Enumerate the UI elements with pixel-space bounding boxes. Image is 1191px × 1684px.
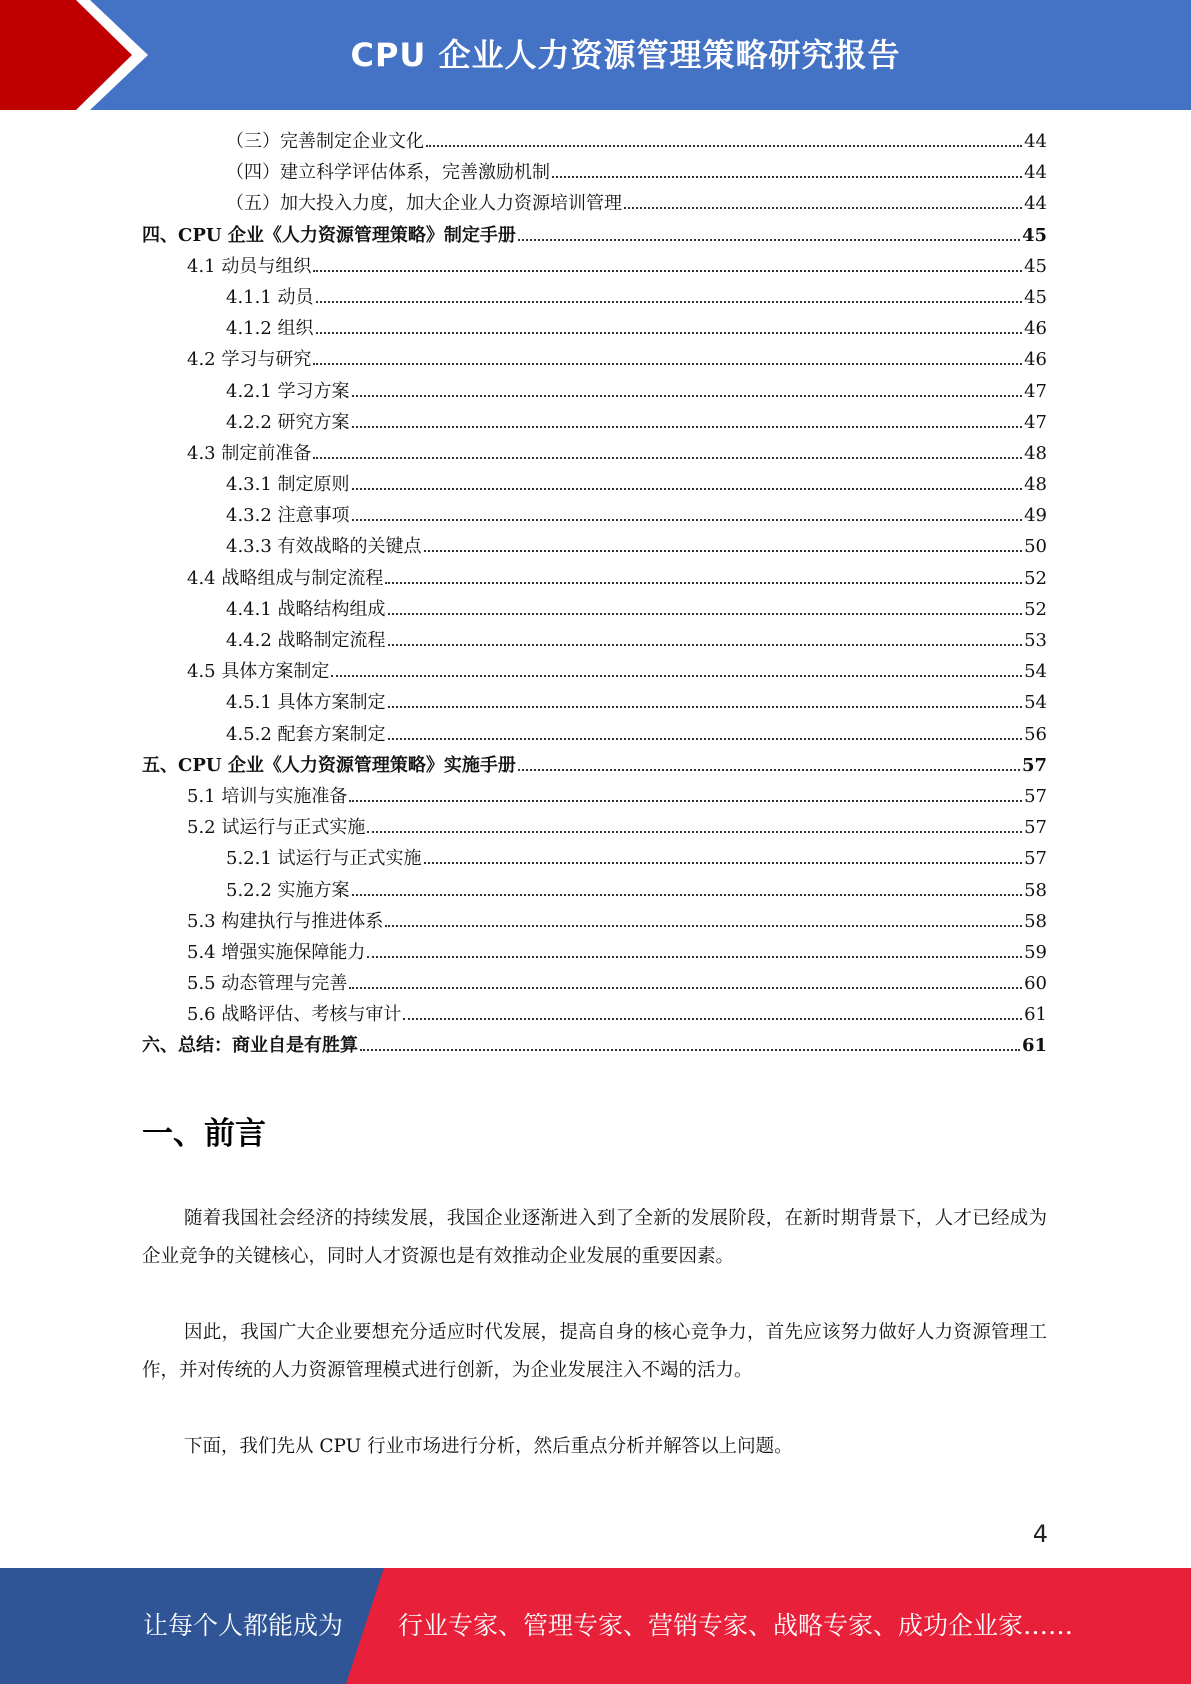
toc-entry-page: 61 [1024, 1004, 1047, 1026]
toc-entry-title: 4.4.1 战略结构组成 [226, 598, 386, 620]
toc-entry-page: 52 [1024, 567, 1047, 589]
toc-entry-title: 4.2.1 学习方案 [226, 380, 350, 402]
toc-entry-page: 54 [1024, 661, 1047, 683]
paragraph: 随着我国社会经济的持续发展，我国企业逐渐进入到了全新的发展阶段，在新时期背景下，人才已经成为企业竞争的关键核心，同时人才资源也是有效推动企业发展的重要因素。 [142, 1208, 1047, 1267]
toc-dot-leader [518, 239, 1020, 241]
toc-entry-title: （四）建立科学评估体系，完善激励机制 [226, 162, 550, 184]
toc-entry-title: 五、CPU 企业《人力资源管理策略》实施手册 [142, 754, 516, 776]
toc-entry[interactable] [142, 314, 1047, 345]
toc-dot-leader [360, 1049, 1020, 1051]
section-body [142, 1200, 1047, 1504]
toc-entry-page: 47 [1024, 411, 1047, 433]
toc-entry-page: 58 [1024, 879, 1047, 901]
footer-slogan-right: 行业专家、管理专家、营销专家、战略专家、成功企业家…… [398, 1611, 1074, 1640]
toc-entry[interactable] [142, 876, 1047, 907]
toc-entry-title: 4.3.1 制定原则 [226, 474, 350, 496]
toc-entry-page: 46 [1024, 349, 1047, 371]
toc-dot-leader [352, 894, 1023, 896]
toc-entry-title: 4.3.3 有效战略的关键点 [226, 536, 422, 558]
toc-dot-leader [426, 145, 1022, 147]
toc-entry-title: 5.2.1 试运行与正式实施 [226, 848, 422, 870]
toc-entry[interactable] [142, 938, 1047, 969]
toc-entry[interactable] [142, 189, 1047, 220]
toc-entry[interactable] [142, 1000, 1047, 1031]
toc-entry[interactable] [142, 626, 1047, 657]
toc-entry-page: 57 [1024, 848, 1047, 870]
toc-entry-page: 61 [1021, 1035, 1047, 1057]
toc-entry-title: 四、CPU 企业《人力资源管理策略》制定手册 [142, 224, 516, 246]
toc-entry-title: 5.4 增强实施保障能力 [187, 941, 366, 963]
toc-dot-leader [518, 769, 1020, 771]
toc-entry-page: 49 [1024, 505, 1047, 527]
toc-entry-page: 53 [1024, 630, 1047, 651]
toc-dot-leader [424, 550, 1023, 552]
toc-entry[interactable] [142, 782, 1047, 813]
toc-entry-page: 57 [1021, 754, 1047, 776]
toc-dot-leader [624, 207, 1022, 209]
toc-entry[interactable] [142, 377, 1047, 408]
toc-entry[interactable] [142, 907, 1047, 938]
toc-entry[interactable] [142, 1031, 1047, 1062]
toc-entry[interactable] [142, 501, 1047, 532]
toc-entry-title: 4.3 制定前准备 [187, 442, 312, 464]
toc-entry[interactable] [142, 720, 1047, 751]
toc-entry-page: 44 [1024, 193, 1047, 215]
toc-dot-leader [352, 395, 1023, 397]
paragraph: 因此，我国广大企业要想充分适应时代发展，提高自身的核心竞争力，首先应该努力做好人力资源管理工作，并对传统的人力资源管理模式进行创新，为企业发展注入不竭的活力。 [142, 1322, 1047, 1381]
toc-entry-title: 5.2.2 实施方案 [226, 879, 350, 901]
toc-dot-leader [388, 738, 1023, 740]
toc-entry-page: 52 [1024, 598, 1047, 620]
toc-entry-page: 44 [1024, 131, 1047, 152]
toc-entry-title: 5.1 培训与实施准备 [187, 785, 348, 807]
toc-entry-page: 50 [1024, 536, 1047, 558]
page-header [0, 0, 1191, 110]
toc-entry-page: 45 [1021, 224, 1047, 246]
toc-entry[interactable] [142, 158, 1047, 189]
toc-dot-leader [403, 1018, 1022, 1020]
toc-entry[interactable] [142, 221, 1047, 252]
toc-entry[interactable] [142, 595, 1047, 626]
toc-dot-leader [313, 270, 1022, 272]
toc-dot-leader [424, 862, 1023, 864]
toc-entry-title: 4.1 动员与组织 [187, 255, 312, 277]
table-of-contents [142, 127, 1047, 1063]
toc-entry-page: 58 [1024, 910, 1047, 932]
toc-dot-leader [313, 363, 1022, 365]
toc-entry-title: 5.2 试运行与正式实施 [187, 817, 366, 839]
toc-entry[interactable] [142, 688, 1047, 719]
toc-dot-leader [367, 831, 1022, 833]
toc-entry-title: 4.1.1 动员 [226, 286, 314, 308]
toc-dot-leader [316, 301, 1023, 303]
toc-entry-page: 57 [1024, 785, 1047, 807]
report-title: CPU 企业人力资源管理策略研究报告 [350, 36, 901, 74]
toc-entry-title: （三）完善制定企业文化 [226, 131, 424, 152]
toc-dot-leader [331, 675, 1022, 677]
toc-dot-leader [313, 457, 1022, 459]
toc-entry-page: 46 [1024, 318, 1047, 340]
toc-entry[interactable] [142, 252, 1047, 283]
toc-entry-page: 54 [1024, 692, 1047, 714]
toc-entry[interactable] [142, 657, 1047, 688]
toc-dot-leader [352, 519, 1023, 521]
toc-dot-leader [388, 706, 1023, 708]
toc-dot-leader [352, 426, 1023, 428]
section-heading: 一、前言 [142, 1116, 266, 1152]
page-number: 4 [1032, 1520, 1048, 1548]
toc-entry[interactable] [142, 532, 1047, 563]
toc-entry-page: 44 [1024, 162, 1047, 184]
toc-entry-page: 47 [1024, 380, 1047, 402]
toc-dot-leader [316, 332, 1023, 334]
toc-entry-page: 48 [1024, 442, 1047, 464]
toc-entry[interactable] [142, 813, 1047, 844]
toc-entry[interactable] [142, 564, 1047, 595]
toc-entry-title: 六、总结：商业自是有胜算 [142, 1035, 358, 1057]
toc-entry-page: 59 [1024, 941, 1047, 963]
toc-entry-page: 60 [1024, 973, 1047, 995]
paragraph: 下面，我们先从 CPU 行业市场进行分析，然后重点分析并解答以上问题。 [184, 1436, 793, 1457]
toc-entry[interactable] [142, 283, 1047, 314]
toc-entry-title: （五）加大投入力度，加大企业人力资源培训管理 [226, 193, 622, 215]
toc-dot-leader [367, 956, 1022, 958]
toc-entry[interactable] [142, 969, 1047, 1000]
toc-entry-title: 4.5.1 具体方案制定 [226, 692, 386, 714]
toc-dot-leader [349, 987, 1022, 989]
toc-dot-leader [552, 176, 1022, 178]
toc-entry-title: 4.2.2 研究方案 [226, 411, 350, 433]
toc-entry-page: 45 [1024, 286, 1047, 308]
toc-dot-leader [349, 800, 1022, 802]
toc-entry-title: 4.4 战略组成与制定流程 [187, 567, 384, 589]
toc-entry[interactable] [142, 844, 1047, 875]
toc-entry[interactable] [142, 751, 1047, 782]
toc-entry-page: 56 [1024, 723, 1047, 745]
page-footer [0, 1568, 1191, 1684]
toc-entry[interactable] [142, 470, 1047, 501]
toc-entry-page: 45 [1024, 255, 1047, 277]
toc-entry-title: 4.2 学习与研究 [187, 349, 312, 371]
toc-entry-title: 4.5.2 配套方案制定 [226, 723, 386, 745]
toc-entry-title: 5.5 动态管理与完善 [187, 973, 348, 995]
toc-entry-page: 57 [1024, 817, 1047, 839]
toc-entry[interactable] [142, 127, 1047, 158]
toc-entry-title: 5.6 战略评估、考核与审计 [187, 1004, 402, 1026]
toc-entry-title: 5.3 构建执行与推进体系 [187, 910, 384, 932]
toc-entry-title: 4.3.2 注意事项 [226, 505, 350, 527]
toc-entry-title: 4.1.2 组织 [226, 318, 314, 340]
toc-entry-title: 4.5 具体方案制定 [187, 661, 330, 683]
toc-entry[interactable] [142, 345, 1047, 376]
toc-dot-leader [352, 488, 1023, 490]
toc-entry-page: 48 [1024, 474, 1047, 496]
toc-dot-leader [385, 925, 1022, 927]
toc-entry[interactable] [142, 408, 1047, 439]
toc-entry[interactable] [142, 439, 1047, 470]
footer-slogan-left: 让每个人都能成为 [143, 1611, 344, 1640]
toc-dot-leader [388, 613, 1023, 615]
toc-entry-title: 4.4.2 战略制定流程 [226, 630, 386, 651]
toc-dot-leader [388, 644, 1023, 646]
toc-dot-leader [385, 582, 1022, 584]
